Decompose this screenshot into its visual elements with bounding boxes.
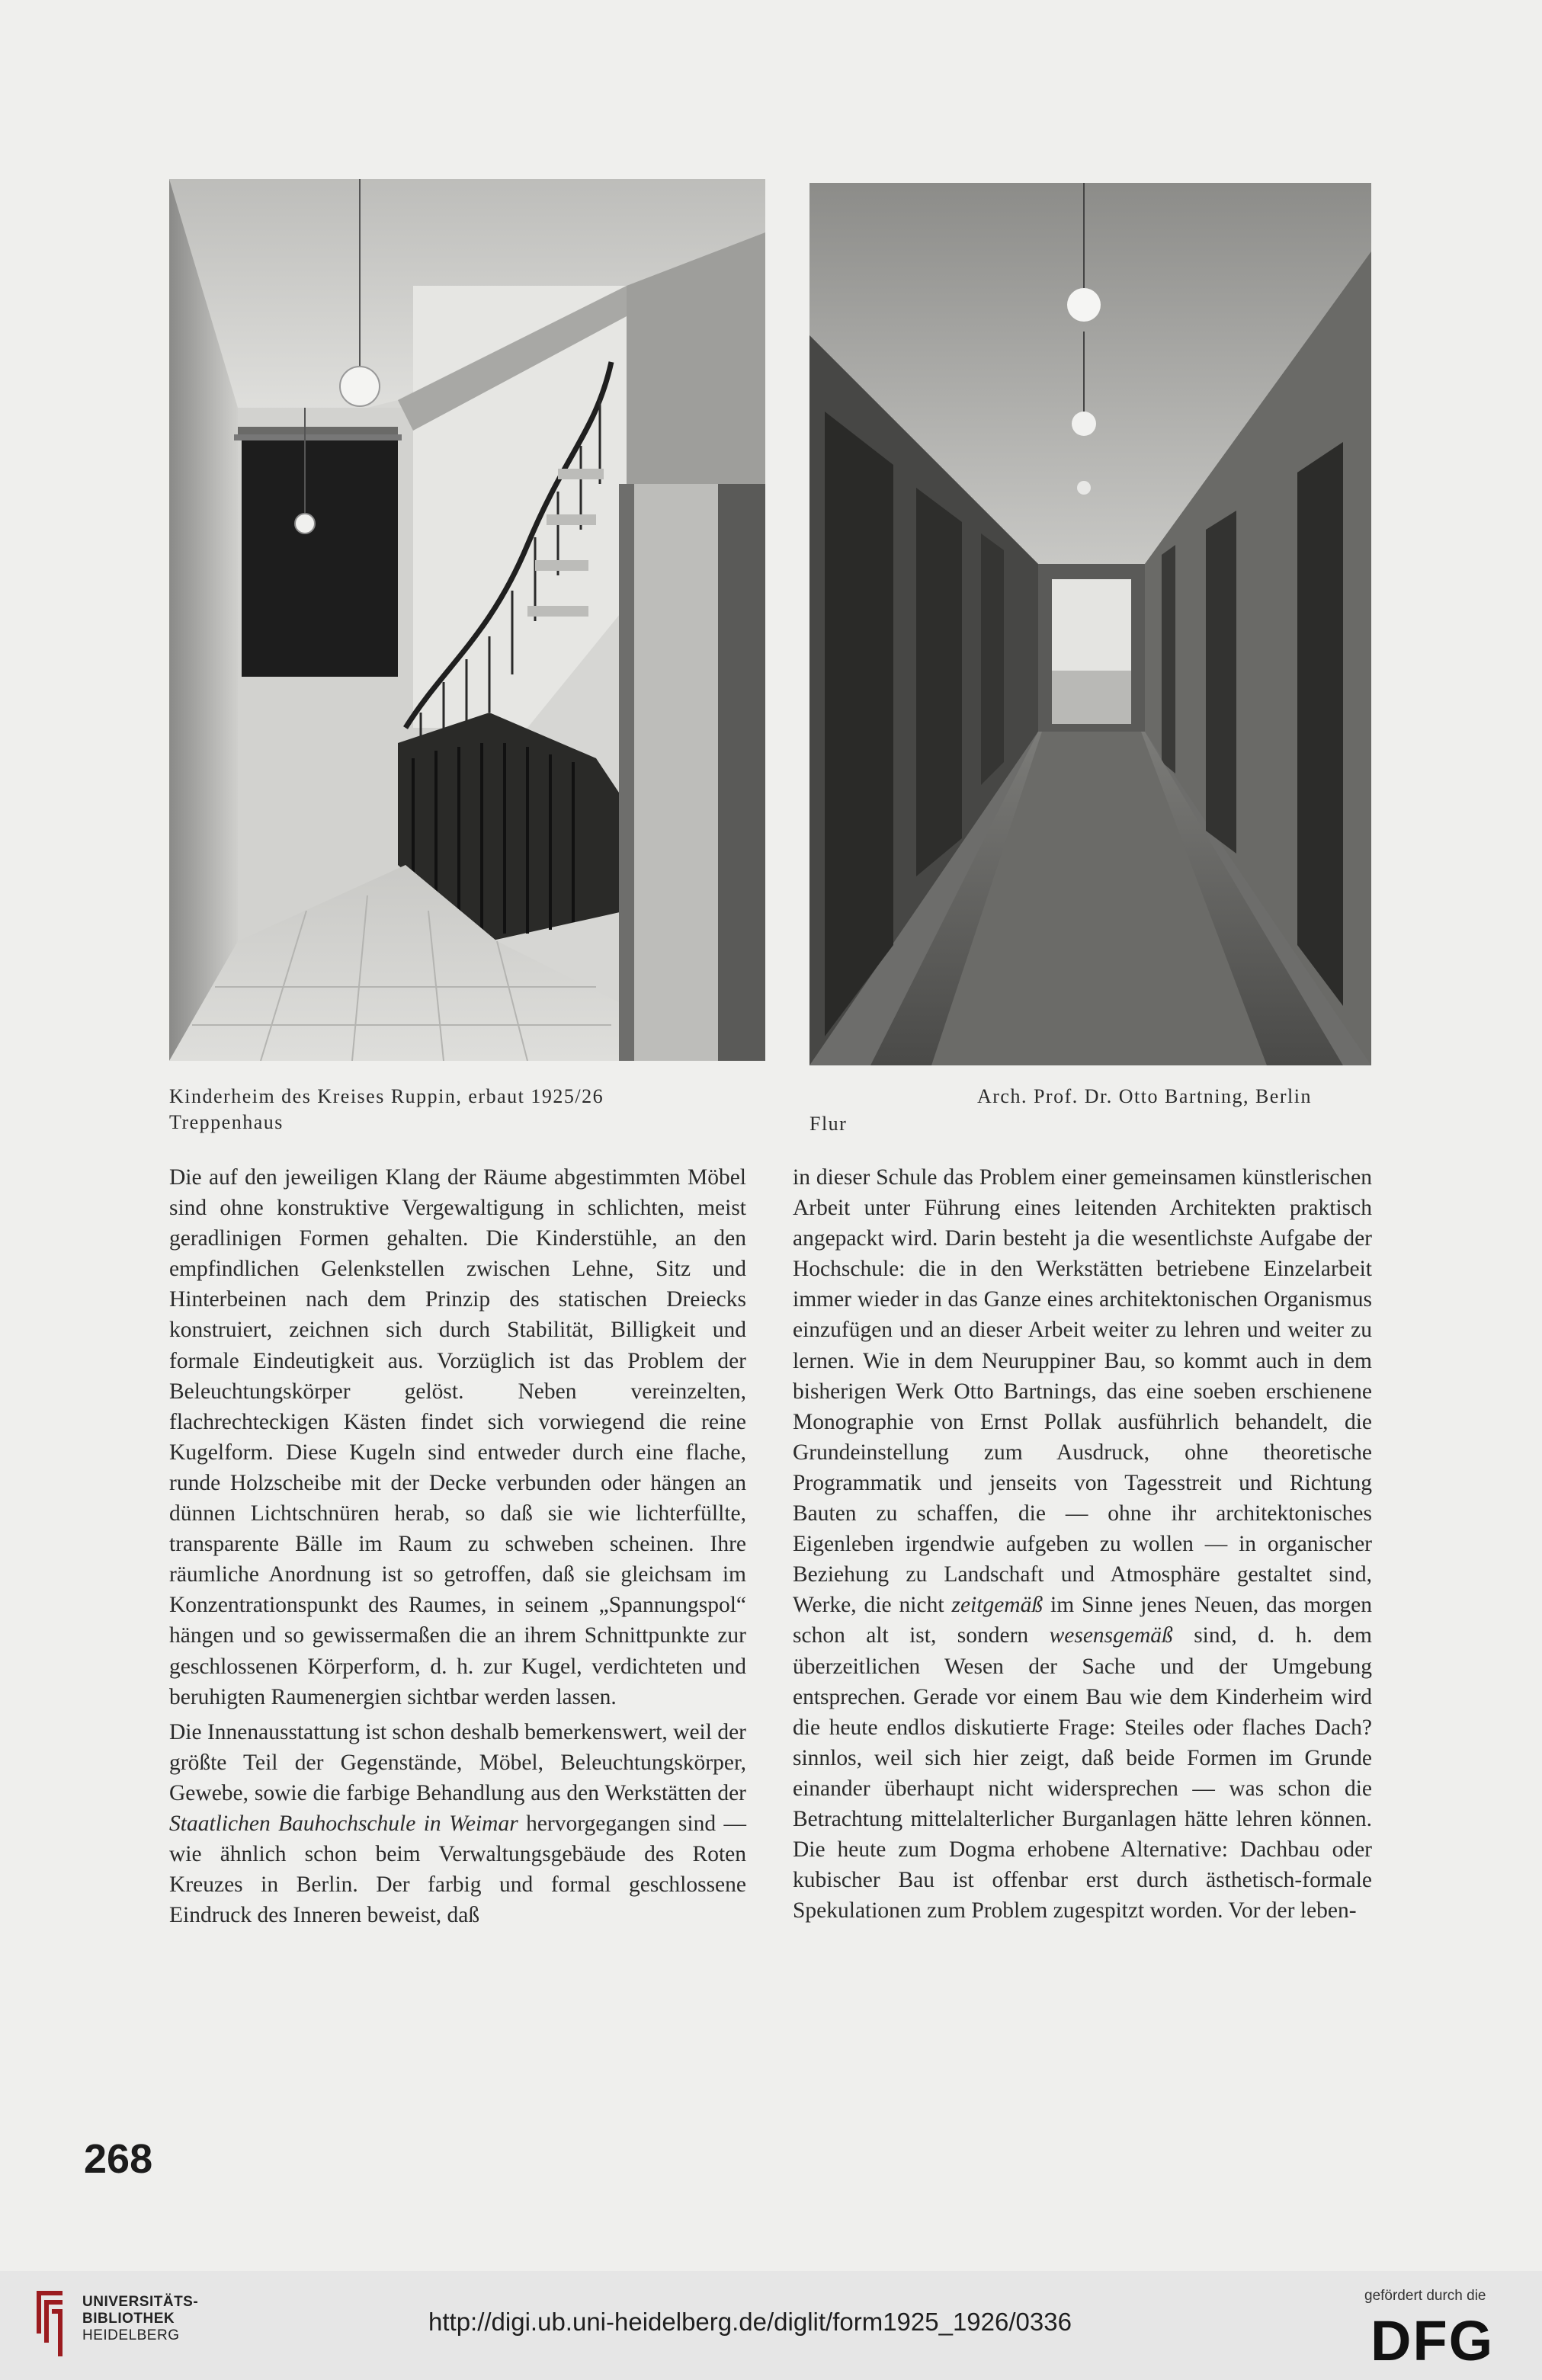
funding-label: gefördert durch die [1364, 2288, 1486, 2304]
photo-corridor [809, 183, 1371, 1065]
library-name-line: BIBLIOTHEK [82, 2311, 175, 2327]
emphasis-wesensgemaess: wesensgemäß [1049, 1623, 1173, 1648]
caption-architect: Arch. Prof. Dr. Otto Bartning, Berlin [977, 1085, 1312, 1107]
paragraph-interior-furnishing [169, 1717, 746, 1931]
page-number: 268 [84, 2136, 153, 2182]
paragraph-text: in dieser Schule das Problem einer gemeinsamen künstlerischen Arbeit unter Führung eines leitenden Architekten praktisch angepackt wird. Darin besteht ja die wesentlichste Aufgabe der Hochschule: die in den Werkstätten betriebene Einzelarbeit immer wieder in das Ganze eines architektonischen Organismus einzufügen und an dieser Arbeit weiter zu lehren und weiter zu lernen. Wie in dem Neuruppiner Bau, so kommt auch in dem bisherigen Werk Otto Bartnings, das eine soeben erschienene Monographie von Ernst Pollak ausführlich behandelt, die Grundeinstellung zum Ausdruck, ohne theoretische Programmatik und jenseits von Tagesstreit und Richtung Bauten zu schaffen, die — ohne ihr architektonisches Eigenleben irgendwie aufgeben zu wollen — in organischer Beziehung zu Landschaft und Atmosphäre gestaltet sind, Werke, die nicht [793, 1165, 1372, 1618]
caption-right-subtitle: Flur [809, 1113, 848, 1135]
text-column-left [169, 1162, 746, 1930]
library-name-line: UNIVERSITÄTS- [82, 2294, 199, 2310]
paragraph-bartning-work [793, 1162, 1372, 1926]
university-library-logo-icon [32, 2288, 67, 2359]
permalink-url[interactable]: http://digi.ub.uni-heidelberg.de/diglit/form1925_1926/0336 [428, 2308, 1072, 2336]
paragraph-text: hervorgegangen sind — wie ähnlich schon beim Verwaltungsgebäude des Roten Kreuzes in Berlin. Der farbig und formal geschlossene Eindruck des Inneren beweist, daß [169, 1811, 746, 1928]
library-name-line: HEIDELBERG [82, 2327, 180, 2343]
paragraph-text: Die Innenausstattung ist schon deshalb bemerkenswert, weil der größte Teil der Gegenstände, Möbel, Beleuchtungskörper, Gewebe, sowie die farbige Behandlung aus den Werkstätten der [169, 1719, 746, 1805]
emphasis-zeitgemaess: zeitgemäß [951, 1593, 1043, 1618]
photo-staircase [169, 179, 765, 1061]
caption-left-subtitle: Treppenhaus [169, 1111, 284, 1133]
staircase-photo-drawing [169, 179, 765, 1061]
paragraph-furniture-lighting: Die auf den jeweiligen Klang der Räume abgestimmten Möbel sind ohne konstruktive Vergewaltigung in schlichten, meist geradlinigen Formen gehalten. Die Kinderstühle, an den empfindlichen Gelenkstellen zwischen Lehne, Sitz und Hinterbeinen nach dem Prinzip des statischen Dreiecks konstruiert, zeichnen sich durch Stabilität, Billigkeit und formale Eindeutigkeit aus. Vorzüglich ist das Problem der Beleuchtungskörper gelöst. Neben vereinzelten, flachrechteckigen Kästen findet sich vorwiegend die reine Kugelform. Diese Kugeln sind entweder durch eine flache, runde Holzscheibe mit der Decke verbunden oder hängen an dünnen Lichtschnüren herab, so daß sie wie lichterfüllte, transparente Bälle im Raum zu schweben scheinen. Ihre räumliche Anordnung ist so getroffen, daß sie gleichsam im Konzentrationspunkt des Raumes, in seinem „Spannungspol“ hängen und so gewissermaßen die an ihrem Schnittpunkte zur geschlossenen Körperform, d. h. zur Kugel, verdichteten und beruhigten Raumenergien sichtbar werden lassen. [169, 1165, 746, 1709]
library-name [82, 2294, 198, 2344]
digitization-footer [0, 2271, 1542, 2380]
corridor-photo-drawing [809, 183, 1371, 1065]
paragraph-text: im Sinne jenes Neuen, das morgen schon alt ist, sondern [793, 1593, 1372, 1648]
text-column-right [793, 1162, 1372, 1926]
emphasis-bauhochschule: Staatlichen Bauhochschule in Weimar [169, 1811, 518, 1836]
dfg-logo: DFG [1370, 2309, 1495, 2372]
paragraph-text: sind, d. h. dem überzeitlichen Wesen der Sache und der Umgebung entsprechen. Gerade vor einem Bau wie dem Kinderheim wird die heute endlos diskutierte Frage: Steiles oder flaches Dach? sinnlos, weil sich hier zeigt, daß beide Formen im Grunde einander überhaupt nicht widersprechen — was schon die Betrachtung mittelalterlicher Burganlagen hätte lehren können. Die heute zum Dogma erhobene Alternative: Dachbau oder kubischer Bau ist offenbar erst durch ästhetisch-formale Spekulationen zum Problem zugespitzt worden. Vor der leben- [793, 1623, 1372, 1924]
caption-left-title: Kinderheim des Kreises Ruppin, erbaut 1925/26 [169, 1085, 604, 1107]
